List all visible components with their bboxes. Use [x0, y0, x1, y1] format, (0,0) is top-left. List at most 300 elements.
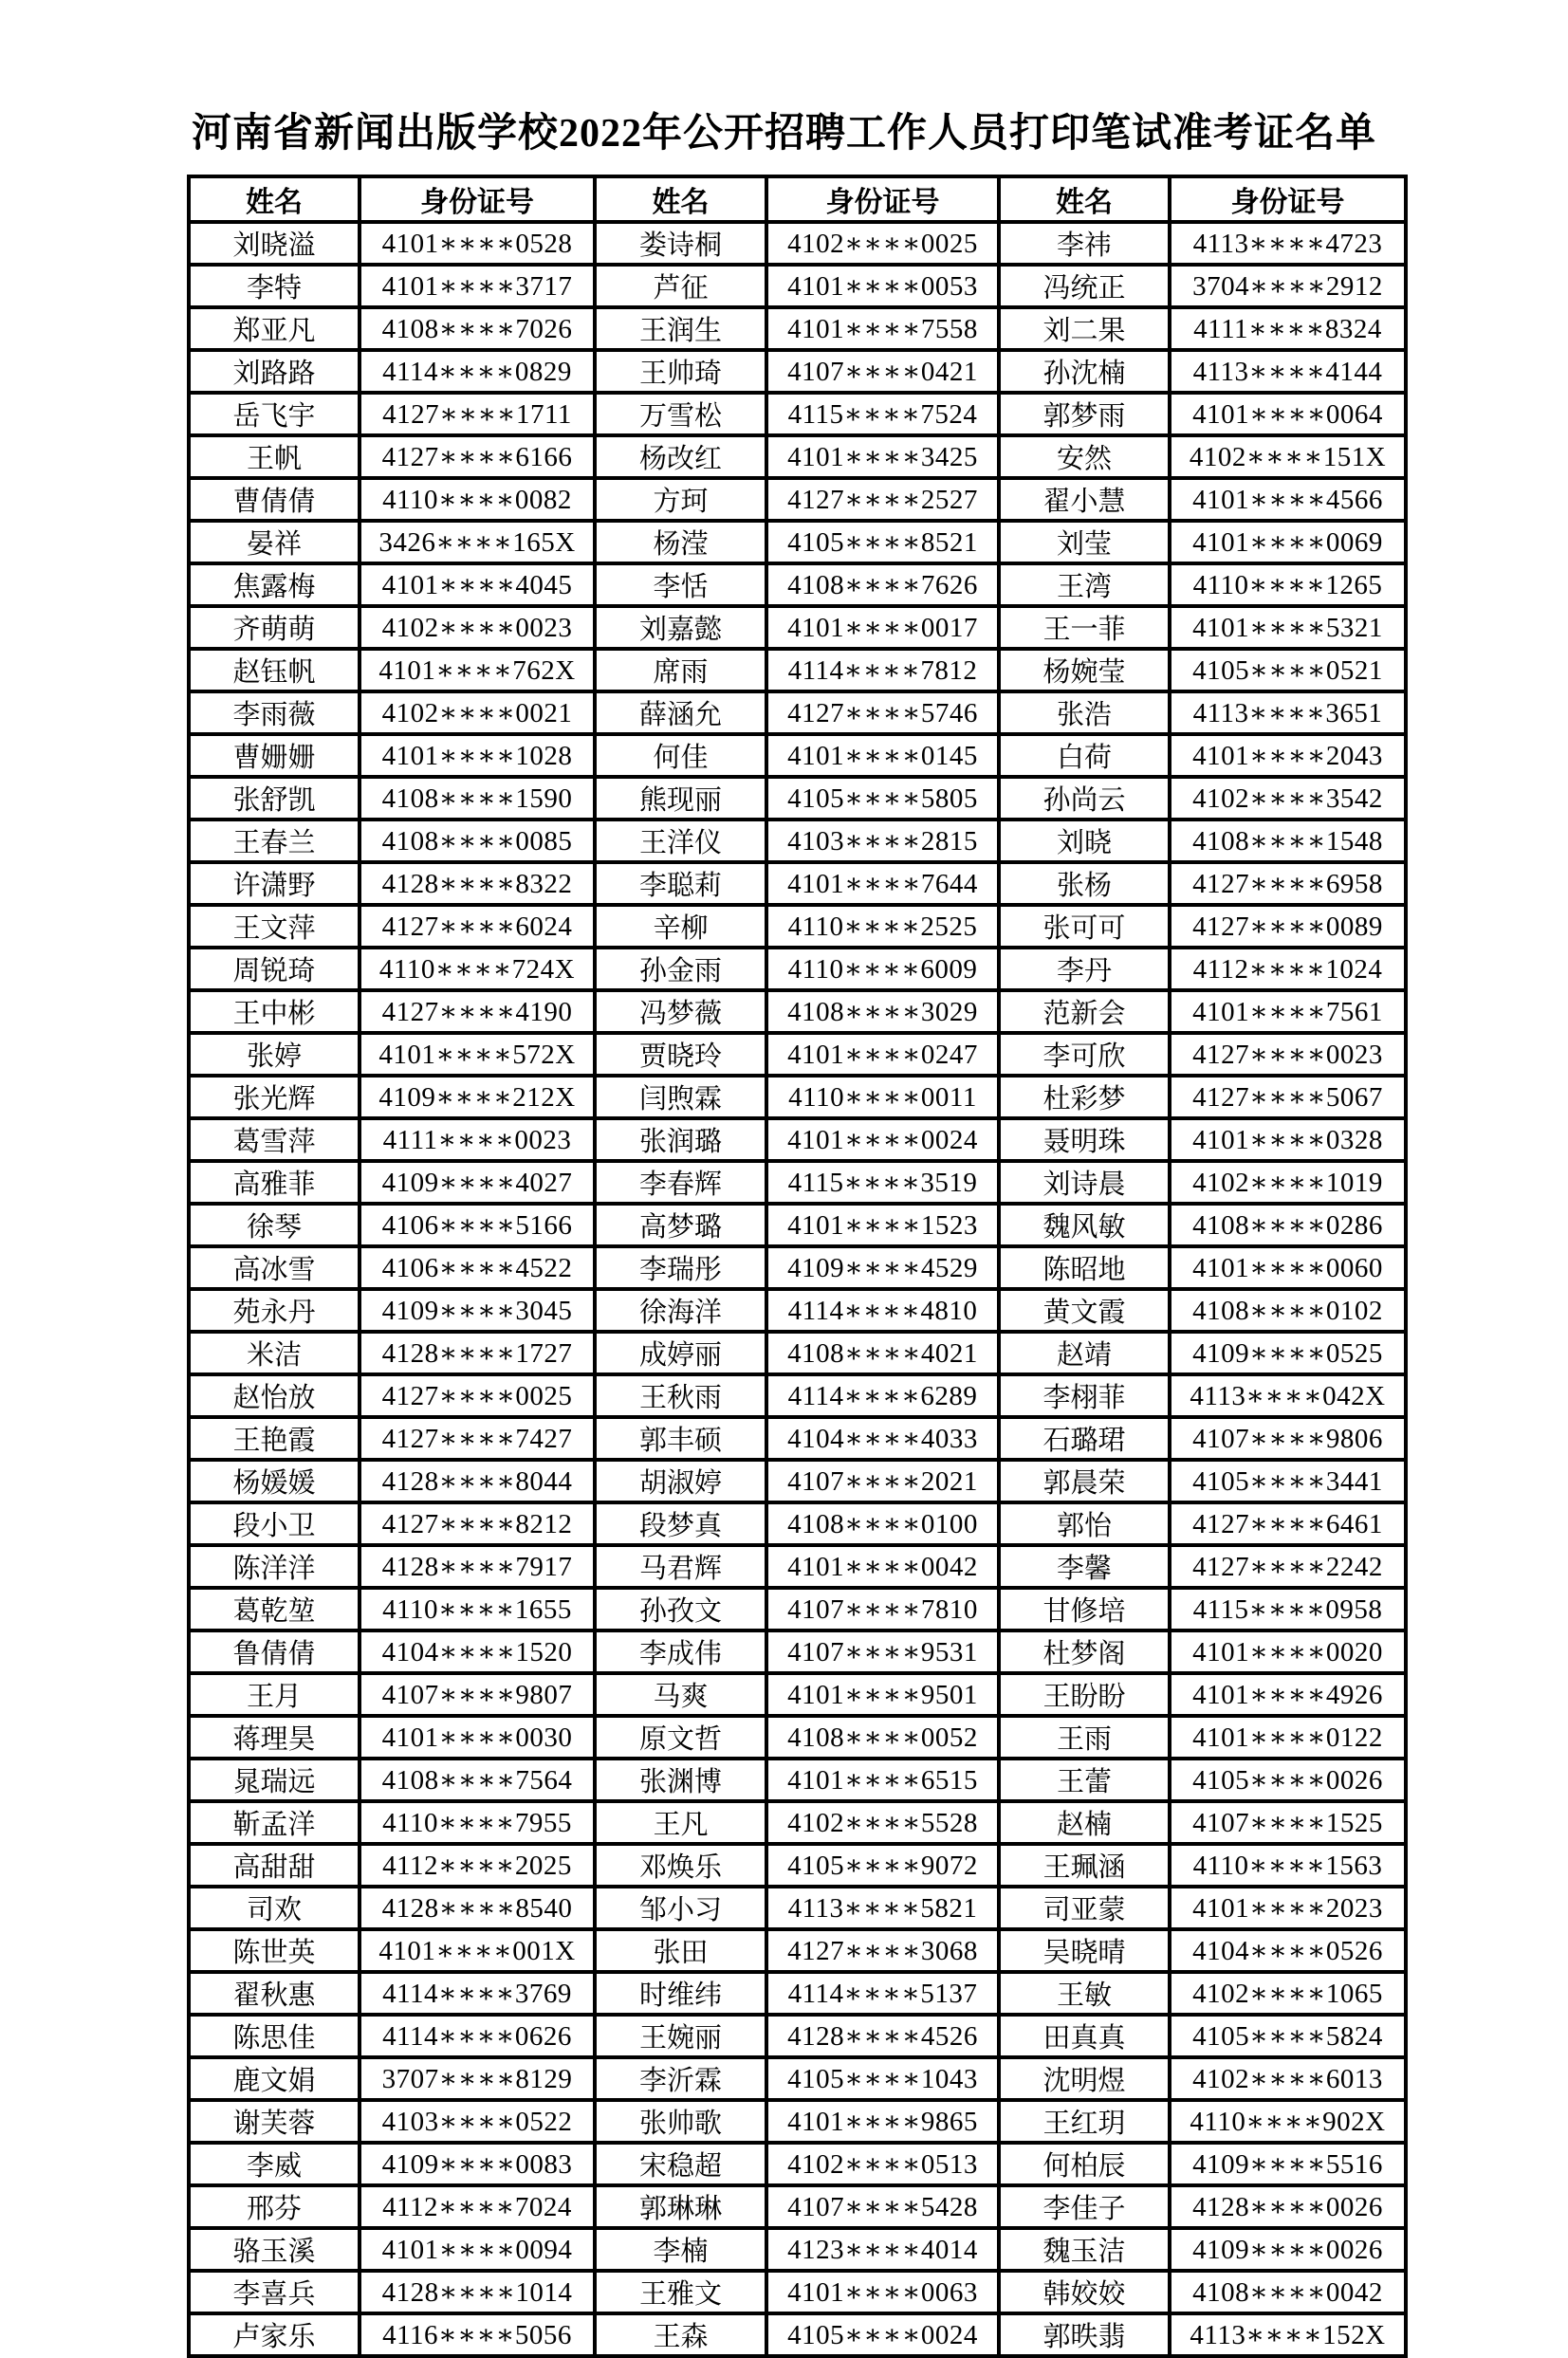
- id-cell: 4102∗∗∗∗0513: [766, 2143, 999, 2185]
- name-cell: 孙孜文: [595, 1588, 766, 1630]
- id-cell: 4101∗∗∗∗762X: [360, 649, 595, 691]
- name-cell: 李栩菲: [999, 1374, 1170, 1417]
- id-cell: 4108∗∗∗∗0286: [1170, 1204, 1406, 1246]
- table-row: [189, 862, 1406, 905]
- id-cell: 4114∗∗∗∗5137: [766, 1972, 999, 2015]
- name-cell: 刘二果: [999, 307, 1170, 350]
- id-cell: 4101∗∗∗∗3425: [766, 435, 999, 478]
- id-cell: 4107∗∗∗∗5428: [766, 2185, 999, 2228]
- name-cell: 段小卫: [189, 1502, 360, 1545]
- header-cell-id: 身份证号: [360, 176, 595, 222]
- name-cell: 靳孟洋: [189, 1801, 360, 1844]
- id-cell: 4127∗∗∗∗2242: [1170, 1545, 1406, 1588]
- table-row: [189, 1801, 1406, 1844]
- id-cell: 4128∗∗∗∗1014: [360, 2271, 595, 2313]
- id-cell: 4109∗∗∗∗4027: [360, 1161, 595, 1204]
- id-cell: 4101∗∗∗∗0053: [766, 265, 999, 307]
- table-row: [189, 905, 1406, 948]
- table-row: [189, 1673, 1406, 1716]
- id-cell: 4101∗∗∗∗3717: [360, 265, 595, 307]
- name-cell: 杜梦阁: [999, 1630, 1170, 1673]
- name-cell: 葛乾堃: [189, 1588, 360, 1630]
- id-cell: 4107∗∗∗∗9806: [1170, 1417, 1406, 1460]
- name-cell: 王森: [595, 2313, 766, 2356]
- table-row: [189, 1076, 1406, 1118]
- id-cell: 4114∗∗∗∗0829: [360, 350, 595, 393]
- name-cell: 鹿文娟: [189, 2057, 360, 2100]
- id-cell: 4106∗∗∗∗4522: [360, 1246, 595, 1289]
- id-cell: 4110∗∗∗∗7955: [360, 1801, 595, 1844]
- name-cell: 谢芙蓉: [189, 2100, 360, 2143]
- name-cell: 陈思佳: [189, 2015, 360, 2057]
- name-cell: 翟小慧: [999, 478, 1170, 521]
- id-cell: 4108∗∗∗∗1590: [360, 777, 595, 820]
- name-cell: 孙沈楠: [999, 350, 1170, 393]
- name-cell: 王秋雨: [595, 1374, 766, 1417]
- name-cell: 石璐珺: [999, 1417, 1170, 1460]
- page-title: 河南省新闻出版学校2022年公开招聘工作人员打印笔试准考证名单: [191, 112, 1376, 156]
- id-cell: 4102∗∗∗∗0025: [766, 222, 999, 265]
- table-row: [189, 563, 1406, 606]
- id-cell: 4108∗∗∗∗0085: [360, 820, 595, 862]
- table-row: [189, 777, 1406, 820]
- table-row: [189, 1759, 1406, 1801]
- table-row: [189, 606, 1406, 649]
- name-cell: 席雨: [595, 649, 766, 691]
- name-cell: 辛柳: [595, 905, 766, 948]
- table-row: [189, 649, 1406, 691]
- name-cell: 陈昭地: [999, 1246, 1170, 1289]
- name-cell: 郭琳琳: [595, 2185, 766, 2228]
- name-cell: 李瑞彤: [595, 1246, 766, 1289]
- table-row: [189, 393, 1406, 435]
- id-cell: 3704∗∗∗∗2912: [1170, 265, 1406, 307]
- id-cell: 4113∗∗∗∗5821: [766, 1887, 999, 1929]
- id-cell: 4104∗∗∗∗1520: [360, 1630, 595, 1673]
- name-cell: 万雪松: [595, 393, 766, 435]
- id-cell: 4105∗∗∗∗8521: [766, 521, 999, 563]
- id-cell: 4107∗∗∗∗1525: [1170, 1801, 1406, 1844]
- id-cell: 4101∗∗∗∗0094: [360, 2228, 595, 2271]
- id-cell: 4109∗∗∗∗4529: [766, 1246, 999, 1289]
- name-cell: 张田: [595, 1929, 766, 1972]
- name-cell: 王婉丽: [595, 2015, 766, 2057]
- id-cell: 4109∗∗∗∗0083: [360, 2143, 595, 2185]
- name-cell: 张渊博: [595, 1759, 766, 1801]
- table-row: [189, 1887, 1406, 1929]
- table-row: [189, 521, 1406, 563]
- id-cell: 4127∗∗∗∗5067: [1170, 1076, 1406, 1118]
- table-row: [189, 1118, 1406, 1161]
- id-cell: 4101∗∗∗∗0017: [766, 606, 999, 649]
- name-cell: 司欢: [189, 1887, 360, 1929]
- table-row: [189, 734, 1406, 777]
- table-row: [189, 2143, 1406, 2185]
- name-cell: 李沂霖: [595, 2057, 766, 2100]
- id-cell: 4101∗∗∗∗2023: [1170, 1887, 1406, 1929]
- table-row: [189, 1246, 1406, 1289]
- name-cell: 王帆: [189, 435, 360, 478]
- name-cell: 司亚蒙: [999, 1887, 1170, 1929]
- table-row: [189, 1929, 1406, 1972]
- table-row: [189, 478, 1406, 521]
- header-cell-id: 身份证号: [766, 176, 999, 222]
- name-cell: 刘路路: [189, 350, 360, 393]
- id-cell: 4127∗∗∗∗2527: [766, 478, 999, 521]
- table-row: [189, 2100, 1406, 2143]
- name-cell: 吴晓晴: [999, 1929, 1170, 1972]
- id-cell: 4101∗∗∗∗0145: [766, 734, 999, 777]
- id-cell: 4112∗∗∗∗7024: [360, 2185, 595, 2228]
- table-body: [189, 222, 1406, 2356]
- name-cell: 卢家乐: [189, 2313, 360, 2356]
- id-cell: 4101∗∗∗∗572X: [360, 1033, 595, 1076]
- id-cell: 4101∗∗∗∗0064: [1170, 393, 1406, 435]
- name-cell: 孙尚云: [999, 777, 1170, 820]
- name-cell: 刘嘉懿: [595, 606, 766, 649]
- name-cell: 李楠: [595, 2228, 766, 2271]
- name-cell: 冯梦薇: [595, 990, 766, 1033]
- id-cell: 4108∗∗∗∗7026: [360, 307, 595, 350]
- name-cell: 赵靖: [999, 1332, 1170, 1374]
- name-cell: 苑永丹: [189, 1289, 360, 1332]
- id-cell: 4108∗∗∗∗3029: [766, 990, 999, 1033]
- table-row: [189, 1545, 1406, 1588]
- id-cell: 4110∗∗∗∗2525: [766, 905, 999, 948]
- id-cell: 4101∗∗∗∗0069: [1170, 521, 1406, 563]
- id-cell: 4127∗∗∗∗0025: [360, 1374, 595, 1417]
- name-cell: 李祎: [999, 222, 1170, 265]
- id-cell: 4101∗∗∗∗0247: [766, 1033, 999, 1076]
- name-cell: 刘晓: [999, 820, 1170, 862]
- name-cell: 张润璐: [595, 1118, 766, 1161]
- name-cell: 李聪莉: [595, 862, 766, 905]
- id-cell: 4114∗∗∗∗7812: [766, 649, 999, 691]
- header-cell-name: 姓名: [999, 176, 1170, 222]
- name-cell: 薛涵允: [595, 691, 766, 734]
- table-row: [189, 1033, 1406, 1076]
- name-cell: 王润生: [595, 307, 766, 350]
- id-cell: 4110∗∗∗∗724X: [360, 948, 595, 990]
- table-row: [189, 820, 1406, 862]
- id-cell: 4128∗∗∗∗0026: [1170, 2185, 1406, 2228]
- name-cell: 何柏辰: [999, 2143, 1170, 2185]
- id-cell: 4101∗∗∗∗4566: [1170, 478, 1406, 521]
- id-cell: 4114∗∗∗∗6289: [766, 1374, 999, 1417]
- id-cell: 4109∗∗∗∗212X: [360, 1076, 595, 1118]
- id-cell: 3707∗∗∗∗8129: [360, 2057, 595, 2100]
- name-cell: 鲁倩倩: [189, 1630, 360, 1673]
- id-cell: 4127∗∗∗∗6958: [1170, 862, 1406, 905]
- name-cell: 王珮涵: [999, 1844, 1170, 1887]
- name-cell: 魏玉洁: [999, 2228, 1170, 2271]
- id-cell: 4110∗∗∗∗0011: [766, 1076, 999, 1118]
- name-cell: 齐萌萌: [189, 606, 360, 649]
- name-cell: 闫煦霖: [595, 1076, 766, 1118]
- name-cell: 晁瑞远: [189, 1759, 360, 1801]
- id-cell: 4109∗∗∗∗0026: [1170, 2228, 1406, 2271]
- table-header: [189, 176, 1406, 222]
- id-cell: 4115∗∗∗∗3519: [766, 1161, 999, 1204]
- id-cell: 4108∗∗∗∗0052: [766, 1716, 999, 1759]
- id-cell: 4101∗∗∗∗001X: [360, 1929, 595, 1972]
- id-cell: 4110∗∗∗∗1265: [1170, 563, 1406, 606]
- id-cell: 4110∗∗∗∗0082: [360, 478, 595, 521]
- name-cell: 冯统正: [999, 265, 1170, 307]
- id-cell: 4113∗∗∗∗3651: [1170, 691, 1406, 734]
- name-cell: 张光辉: [189, 1076, 360, 1118]
- name-cell: 原文哲: [595, 1716, 766, 1759]
- name-cell: 葛雪萍: [189, 1118, 360, 1161]
- name-cell: 骆玉溪: [189, 2228, 360, 2271]
- name-cell: 宋稳超: [595, 2143, 766, 2185]
- name-cell: 焦露梅: [189, 563, 360, 606]
- table-row: [189, 2313, 1406, 2356]
- id-cell: 4127∗∗∗∗8212: [360, 1502, 595, 1545]
- id-cell: 4108∗∗∗∗4021: [766, 1332, 999, 1374]
- name-cell: 岳飞宇: [189, 393, 360, 435]
- id-cell: 4113∗∗∗∗042X: [1170, 1374, 1406, 1417]
- table-row: [189, 2057, 1406, 2100]
- id-cell: 4106∗∗∗∗5166: [360, 1204, 595, 1246]
- table-row: [189, 1588, 1406, 1630]
- id-cell: 4110∗∗∗∗1563: [1170, 1844, 1406, 1887]
- name-cell: 张杨: [999, 862, 1170, 905]
- id-cell: 4127∗∗∗∗0023: [1170, 1033, 1406, 1076]
- id-cell: 4115∗∗∗∗0958: [1170, 1588, 1406, 1630]
- name-cell: 马爽: [595, 1673, 766, 1716]
- name-cell: 陈洋洋: [189, 1545, 360, 1588]
- table-row: [189, 435, 1406, 478]
- id-cell: 4102∗∗∗∗151X: [1170, 435, 1406, 478]
- name-cell: 王中彬: [189, 990, 360, 1033]
- name-cell: 张浩: [999, 691, 1170, 734]
- name-cell: 王雅文: [595, 2271, 766, 2313]
- name-cell: 王雨: [999, 1716, 1170, 1759]
- name-cell: 高雅菲: [189, 1161, 360, 1204]
- id-cell: 4108∗∗∗∗0100: [766, 1502, 999, 1545]
- table-row: [189, 350, 1406, 393]
- table-row: [189, 307, 1406, 350]
- id-cell: 4127∗∗∗∗4190: [360, 990, 595, 1033]
- name-cell: 曹倩倩: [189, 478, 360, 521]
- table-row: [189, 1161, 1406, 1204]
- id-cell: 4127∗∗∗∗0089: [1170, 905, 1406, 948]
- table-row: [189, 2228, 1406, 2271]
- id-cell: 4128∗∗∗∗8540: [360, 1887, 595, 1929]
- name-cell: 杨改红: [595, 435, 766, 478]
- name-cell: 王凡: [595, 1801, 766, 1844]
- name-cell: 王盼盼: [999, 1673, 1170, 1716]
- id-cell: 4108∗∗∗∗0042: [1170, 2271, 1406, 2313]
- id-cell: 4101∗∗∗∗2043: [1170, 734, 1406, 777]
- id-cell: 4101∗∗∗∗0042: [766, 1545, 999, 1588]
- id-cell: 4105∗∗∗∗5824: [1170, 2015, 1406, 2057]
- id-cell: 4108∗∗∗∗7626: [766, 563, 999, 606]
- name-cell: 黄文霞: [999, 1289, 1170, 1332]
- name-cell: 聂明珠: [999, 1118, 1170, 1161]
- name-cell: 赵怡放: [189, 1374, 360, 1417]
- id-cell: 4108∗∗∗∗7564: [360, 1759, 595, 1801]
- name-cell: 杨滢: [595, 521, 766, 563]
- id-cell: 4101∗∗∗∗6515: [766, 1759, 999, 1801]
- name-cell: 李恬: [595, 563, 766, 606]
- id-cell: 4112∗∗∗∗2025: [360, 1844, 595, 1887]
- id-cell: 4114∗∗∗∗3769: [360, 1972, 595, 2015]
- name-cell: 徐琴: [189, 1204, 360, 1246]
- name-cell: 范新会: [999, 990, 1170, 1033]
- name-cell: 王月: [189, 1673, 360, 1716]
- name-cell: 邢芬: [189, 2185, 360, 2228]
- id-cell: 4127∗∗∗∗6024: [360, 905, 595, 948]
- name-cell: 郭晨荣: [999, 1460, 1170, 1502]
- id-cell: 4116∗∗∗∗5056: [360, 2313, 595, 2356]
- name-cell: 王洋仪: [595, 820, 766, 862]
- name-cell: 李春辉: [595, 1161, 766, 1204]
- name-cell: 赵楠: [999, 1801, 1170, 1844]
- name-cell: 李雨薇: [189, 691, 360, 734]
- table-row: [189, 990, 1406, 1033]
- name-cell: 李成伟: [595, 1630, 766, 1673]
- table-row: [189, 2015, 1406, 2057]
- id-cell: 4101∗∗∗∗0030: [360, 1716, 595, 1759]
- name-cell: 王敏: [999, 1972, 1170, 2015]
- name-cell: 段梦真: [595, 1502, 766, 1545]
- table-row: [189, 265, 1406, 307]
- name-cell: 张帅歌: [595, 2100, 766, 2143]
- header-cell-name: 姓名: [595, 176, 766, 222]
- name-cell: 方珂: [595, 478, 766, 521]
- id-cell: 4102∗∗∗∗3542: [1170, 777, 1406, 820]
- table-row: [189, 691, 1406, 734]
- id-cell: 4113∗∗∗∗152X: [1170, 2313, 1406, 2356]
- table-row: [189, 1374, 1406, 1417]
- id-cell: 4102∗∗∗∗1065: [1170, 1972, 1406, 2015]
- id-cell: 4102∗∗∗∗6013: [1170, 2057, 1406, 2100]
- table-row: [189, 1844, 1406, 1887]
- id-cell: 4101∗∗∗∗0328: [1170, 1118, 1406, 1161]
- name-cell: 王湾: [999, 563, 1170, 606]
- id-cell: 4101∗∗∗∗1028: [360, 734, 595, 777]
- name-cell: 成婷丽: [595, 1332, 766, 1374]
- id-cell: 4113∗∗∗∗4144: [1170, 350, 1406, 393]
- name-cell: 何佳: [595, 734, 766, 777]
- name-cell: 贾晓玲: [595, 1033, 766, 1076]
- id-cell: 4101∗∗∗∗4926: [1170, 1673, 1406, 1716]
- name-cell: 李喜兵: [189, 2271, 360, 2313]
- id-cell: 4101∗∗∗∗0122: [1170, 1716, 1406, 1759]
- id-cell: 4105∗∗∗∗3441: [1170, 1460, 1406, 1502]
- id-cell: 4109∗∗∗∗5516: [1170, 2143, 1406, 2185]
- name-cell: 邹小习: [595, 1887, 766, 1929]
- id-cell: 4101∗∗∗∗7644: [766, 862, 999, 905]
- id-cell: 4102∗∗∗∗0021: [360, 691, 595, 734]
- name-cell: 邓焕乐: [595, 1844, 766, 1887]
- name-cell: 晏祥: [189, 521, 360, 563]
- name-cell: 娄诗桐: [595, 222, 766, 265]
- id-cell: 4107∗∗∗∗7810: [766, 1588, 999, 1630]
- roster-table: [187, 175, 1408, 2358]
- name-cell: 胡淑婷: [595, 1460, 766, 1502]
- id-cell: 4127∗∗∗∗1711: [360, 393, 595, 435]
- id-cell: 4127∗∗∗∗7427: [360, 1417, 595, 1460]
- table-row: [189, 2271, 1406, 2313]
- id-cell: 4105∗∗∗∗9072: [766, 1844, 999, 1887]
- name-cell: 王文萍: [189, 905, 360, 948]
- table-row: [189, 1417, 1406, 1460]
- name-cell: 高梦璐: [595, 1204, 766, 1246]
- id-cell: 4128∗∗∗∗8322: [360, 862, 595, 905]
- table-row: [189, 1502, 1406, 1545]
- id-cell: 4105∗∗∗∗0521: [1170, 649, 1406, 691]
- name-cell: 郭梦雨: [999, 393, 1170, 435]
- id-cell: 4107∗∗∗∗2021: [766, 1460, 999, 1502]
- name-cell: 徐海洋: [595, 1289, 766, 1332]
- name-cell: 郭丰硕: [595, 1417, 766, 1460]
- table-row: [189, 222, 1406, 265]
- name-cell: 李威: [189, 2143, 360, 2185]
- table-row: [189, 1716, 1406, 1759]
- id-cell: 4111∗∗∗∗8324: [1170, 307, 1406, 350]
- name-cell: 翟秋惠: [189, 1972, 360, 2015]
- name-cell: 米洁: [189, 1332, 360, 1374]
- name-cell: 王艳霞: [189, 1417, 360, 1460]
- id-cell: 4107∗∗∗∗9807: [360, 1673, 595, 1716]
- id-cell: 4104∗∗∗∗0526: [1170, 1929, 1406, 1972]
- id-cell: 4115∗∗∗∗7524: [766, 393, 999, 435]
- name-cell: 王春兰: [189, 820, 360, 862]
- table-row: [189, 948, 1406, 990]
- name-cell: 郭昳翡: [999, 2313, 1170, 2356]
- id-cell: 4109∗∗∗∗3045: [360, 1289, 595, 1332]
- id-cell: 4114∗∗∗∗0626: [360, 2015, 595, 2057]
- name-cell: 白荷: [999, 734, 1170, 777]
- table-row: [189, 1630, 1406, 1673]
- name-cell: 马君辉: [595, 1545, 766, 1588]
- header-row: [189, 176, 1406, 222]
- name-cell: 李特: [189, 265, 360, 307]
- name-cell: 王一菲: [999, 606, 1170, 649]
- id-cell: 4111∗∗∗∗0023: [360, 1118, 595, 1161]
- id-cell: 4123∗∗∗∗4014: [766, 2228, 999, 2271]
- name-cell: 郭怡: [999, 1502, 1170, 1545]
- id-cell: 4101∗∗∗∗4045: [360, 563, 595, 606]
- name-cell: 孙金雨: [595, 948, 766, 990]
- name-cell: 李丹: [999, 948, 1170, 990]
- id-cell: 4109∗∗∗∗0525: [1170, 1332, 1406, 1374]
- name-cell: 沈明煜: [999, 2057, 1170, 2100]
- id-cell: 4127∗∗∗∗6461: [1170, 1502, 1406, 1545]
- name-cell: 韩姣姣: [999, 2271, 1170, 2313]
- id-cell: 4127∗∗∗∗6166: [360, 435, 595, 478]
- name-cell: 王蕾: [999, 1759, 1170, 1801]
- id-cell: 4128∗∗∗∗1727: [360, 1332, 595, 1374]
- id-cell: 4101∗∗∗∗7561: [1170, 990, 1406, 1033]
- name-cell: 张婷: [189, 1033, 360, 1076]
- table-row: [189, 1972, 1406, 2015]
- name-cell: 赵钰帆: [189, 649, 360, 691]
- name-cell: 周锐琦: [189, 948, 360, 990]
- name-cell: 刘诗晨: [999, 1161, 1170, 1204]
- id-cell: 4127∗∗∗∗5746: [766, 691, 999, 734]
- id-cell: 4101∗∗∗∗0020: [1170, 1630, 1406, 1673]
- header-cell-name: 姓名: [189, 176, 360, 222]
- id-cell: 4101∗∗∗∗9501: [766, 1673, 999, 1716]
- id-cell: 3426∗∗∗∗165X: [360, 521, 595, 563]
- name-cell: 蒋理昊: [189, 1716, 360, 1759]
- name-cell: 芦征: [595, 265, 766, 307]
- name-cell: 杨婉莹: [999, 649, 1170, 691]
